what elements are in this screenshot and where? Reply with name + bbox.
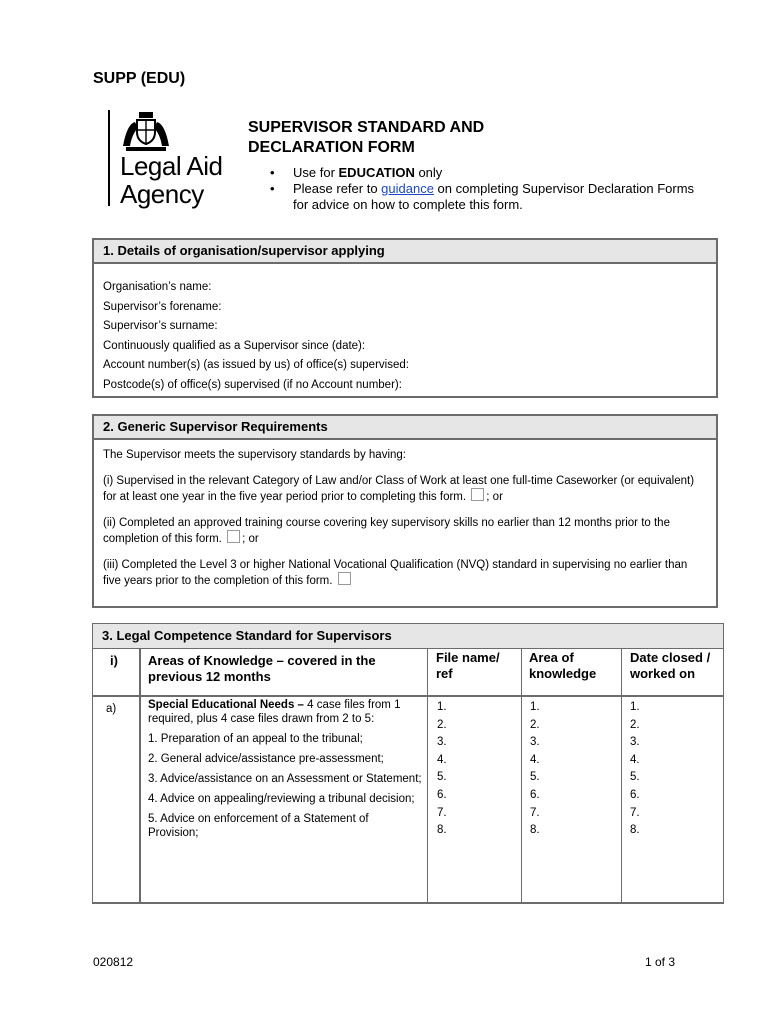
section-2-body: [92, 440, 718, 608]
area-item-3: 3. Advice/assistance on an Assessment or Statement;: [148, 773, 422, 785]
table-col-divider-2: [427, 649, 428, 903]
royal-crest-icon: [120, 110, 172, 154]
form-code: SUPP (EDU): [93, 70, 186, 87]
instruction-guidance: • Please refer to guidance on completing Supervisor Declaration Forms for advice on how to complete this form.: [270, 181, 700, 213]
requirements-intro: The Supervisor meets the supervisory standards by having:: [103, 449, 406, 461]
footer-reference: 020812: [93, 955, 134, 969]
requirement-option-3: (iii) Completed the Level 3 or higher National Vocational Qualification (NVQ) standard in supervising no earlier than five years prior to the completion of this form.: [103, 559, 688, 587]
form-title: [248, 118, 548, 158]
table-header-divider: [92, 695, 724, 697]
option-2-checkbox[interactable]: [227, 530, 240, 543]
form-title-line-1: SUPERVISOR STANDARD AND: [248, 119, 485, 136]
col-header-area: Area of knowledge: [529, 650, 597, 681]
table-col-divider-4: [621, 649, 622, 903]
area-item-5: 5. Advice on enforcement of a Statement of Provision;: [148, 813, 369, 839]
logo-line-2: Agency: [120, 179, 204, 209]
form-title-line-2: DECLARATION FORM: [248, 139, 415, 156]
instruction-education: • Use for EDUCATION only: [270, 165, 700, 181]
supervisor-forename-field[interactable]: Supervisor’s forename:: [103, 300, 222, 313]
option-1-checkbox[interactable]: [471, 488, 484, 501]
col-header-file: File name/ ref: [436, 650, 500, 681]
date-closed-column[interactable]: 1. 2. 3. 4. 5. 6. 7. 8.: [630, 701, 640, 837]
row-title: Special Educational Needs – 4 case files from 1 required, plus 4 case files drawn from 2 to 5:: [148, 699, 401, 725]
section-1-body: [92, 264, 718, 398]
col-header-date: Date closed / worked on: [630, 650, 711, 681]
instructions-list: [270, 165, 700, 213]
requirement-option-2: (ii) Completed an approved training course covering key supervisory skills no earlier than 12 months prior to the completion of this form. ; or: [103, 517, 670, 545]
area-knowledge-column[interactable]: 1. 2. 3. 4. 5. 6. 7. 8.: [530, 701, 540, 837]
section-2-header: 2. Generic Supervisor Requirements: [92, 414, 718, 440]
area-item-1: 1. Preparation of an appeal to the tribunal;: [148, 733, 363, 745]
table-col-divider-3: [521, 649, 522, 903]
section-1-header: 1. Details of organisation/supervisor applying: [92, 238, 718, 264]
requirement-option-1: (i) Supervised in the relevant Category of Law and/or Class of Work at least one full-time Caseworker (or equivalent) for at least one year in the five year period prior to completing this form. ; or: [103, 475, 695, 503]
table-col-divider-1: [139, 649, 141, 903]
file-ref-column[interactable]: 1. 2. 3. 4. 5. 6. 7. 8.: [437, 701, 447, 837]
option-3-checkbox[interactable]: [338, 572, 351, 585]
qualified-since-field[interactable]: Continuously qualified as a Supervisor since (date):: [103, 339, 366, 352]
supervisor-surname-field[interactable]: Supervisor’s surname:: [103, 320, 218, 332]
row-index: a): [106, 703, 117, 715]
logo-wordmark: [120, 152, 222, 208]
postcode-field[interactable]: Postcode(s) of office(s) supervised (if no Account number):: [103, 378, 402, 391]
table-border-bottom: [92, 902, 724, 904]
row-areas-cell: [148, 698, 422, 846]
logo-divider: [108, 110, 110, 206]
guidance-link[interactable]: guidance: [381, 181, 434, 196]
education-label: EDUCATION: [338, 165, 415, 180]
account-number-field[interactable]: Account number(s) (as issued by us) of office(s) supervised:: [103, 359, 409, 371]
area-item-2: 2. General advice/assistance pre-assessment;: [148, 753, 384, 765]
table-border-right: [723, 649, 724, 903]
area-item-4: 4. Advice on appealing/reviewing a tribunal decision;: [148, 793, 415, 805]
table-border-left: [92, 649, 93, 903]
page-number: 1 of 3: [645, 955, 676, 969]
section-3-header: 3. Legal Competence Standard for Supervisors: [92, 623, 724, 649]
col-header-areas: Areas of Knowledge – covered in the previous 12 months: [148, 653, 376, 684]
col-header-index: i): [110, 653, 118, 668]
logo-line-1: Legal Aid: [120, 151, 223, 181]
organisation-name-field[interactable]: Organisation’s name:: [103, 281, 212, 293]
